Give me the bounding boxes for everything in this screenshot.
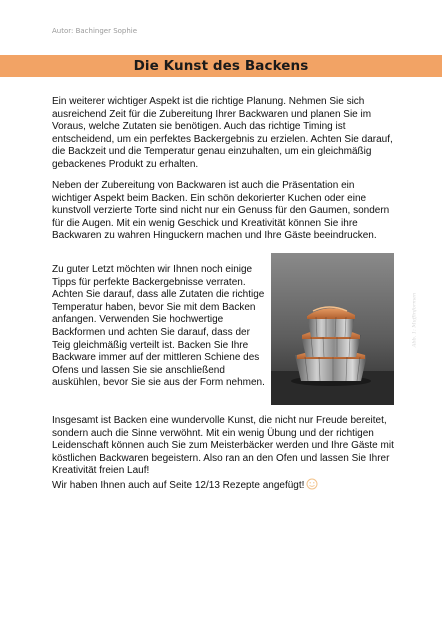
title-banner [0, 55, 442, 77]
paragraph-presentation: Neben der Zubereitung von Backwaren ist auch die Präsentation ein wichtiger Aspekt beim Backen. Ein schön dekorierter Kuchen oder eine kunstvoll verzierte Torte sind nicht nur ein Genuss für den Gaumen, sondern für die Augen. Mit ein wenig Geschick und Kreativität können Sie ihre Backwaren zu wahren Hinguckern machen und Ihre Gäste beeindrucken. [52, 180, 390, 242]
smiley-icon [306, 478, 318, 495]
summary-text: Insgesamt ist Backen eine wundervolle Kunst, die nicht nur Freude bereitet, sondern auch die Sinne verwöhnt. Mit ein wenig Übung und der richtigen Leidenschaft können auch Sie zum Meisterbäcker werden und Ihre Gäste mit köstlichen Backwaren begeistern. Also ran an den Ofen und lassen Sie Ihrer Kreativität freien Lauf! [52, 415, 394, 477]
author-line: Autor: Bachinger Sophie [52, 27, 138, 35]
muffin-tins-illustration [271, 253, 394, 405]
photo-credit: Abb. 1: Muffinformen [411, 292, 418, 348]
muffin-tins-photo [271, 253, 418, 405]
paragraph-tips: Zu guter Letzt möchten wir Ihnen noch einige Tipps für perfekte Backergebnisse verraten. Achten Sie darauf, dass alle Zutaten die richtige Temperatur haben, bevor Sie mit dem Backen anfangen. Verwenden Sie hochwertige Backformen und achten Sie darauf, dass der Teig gleichmäßig verteilt ist. Backen Sie Ihre Backware immer auf der mittleren Schiene des Ofens und lassen Sie sie anschließend auskühlen, bevor Sie sie aus der Form nehmen. [52, 264, 265, 389]
page-title: Die Kunst des Backens [133, 58, 309, 74]
paragraph-planning: Ein weiterer wichtiger Aspekt ist die richtige Planung. Nehmen Sie sich ausreichend Zeit für die Zubereitung Ihrer Backwaren und planen Sie im Voraus, welche Zutaten sie benötigen. Auch das richtige Timing ist entscheidend, um ein perfektes Backergebnis zu erzielen. Achten Sie darauf, die Backzeit und die Temperatur genau einzuhalten, um ein gleichmäßig gebackenes Produkt zu erhalten. [52, 96, 393, 170]
recipe-reference: Wir haben Ihnen auch auf Seite 12/13 Rezepte angefügt! [52, 479, 305, 491]
paragraph-summary [52, 415, 394, 495]
